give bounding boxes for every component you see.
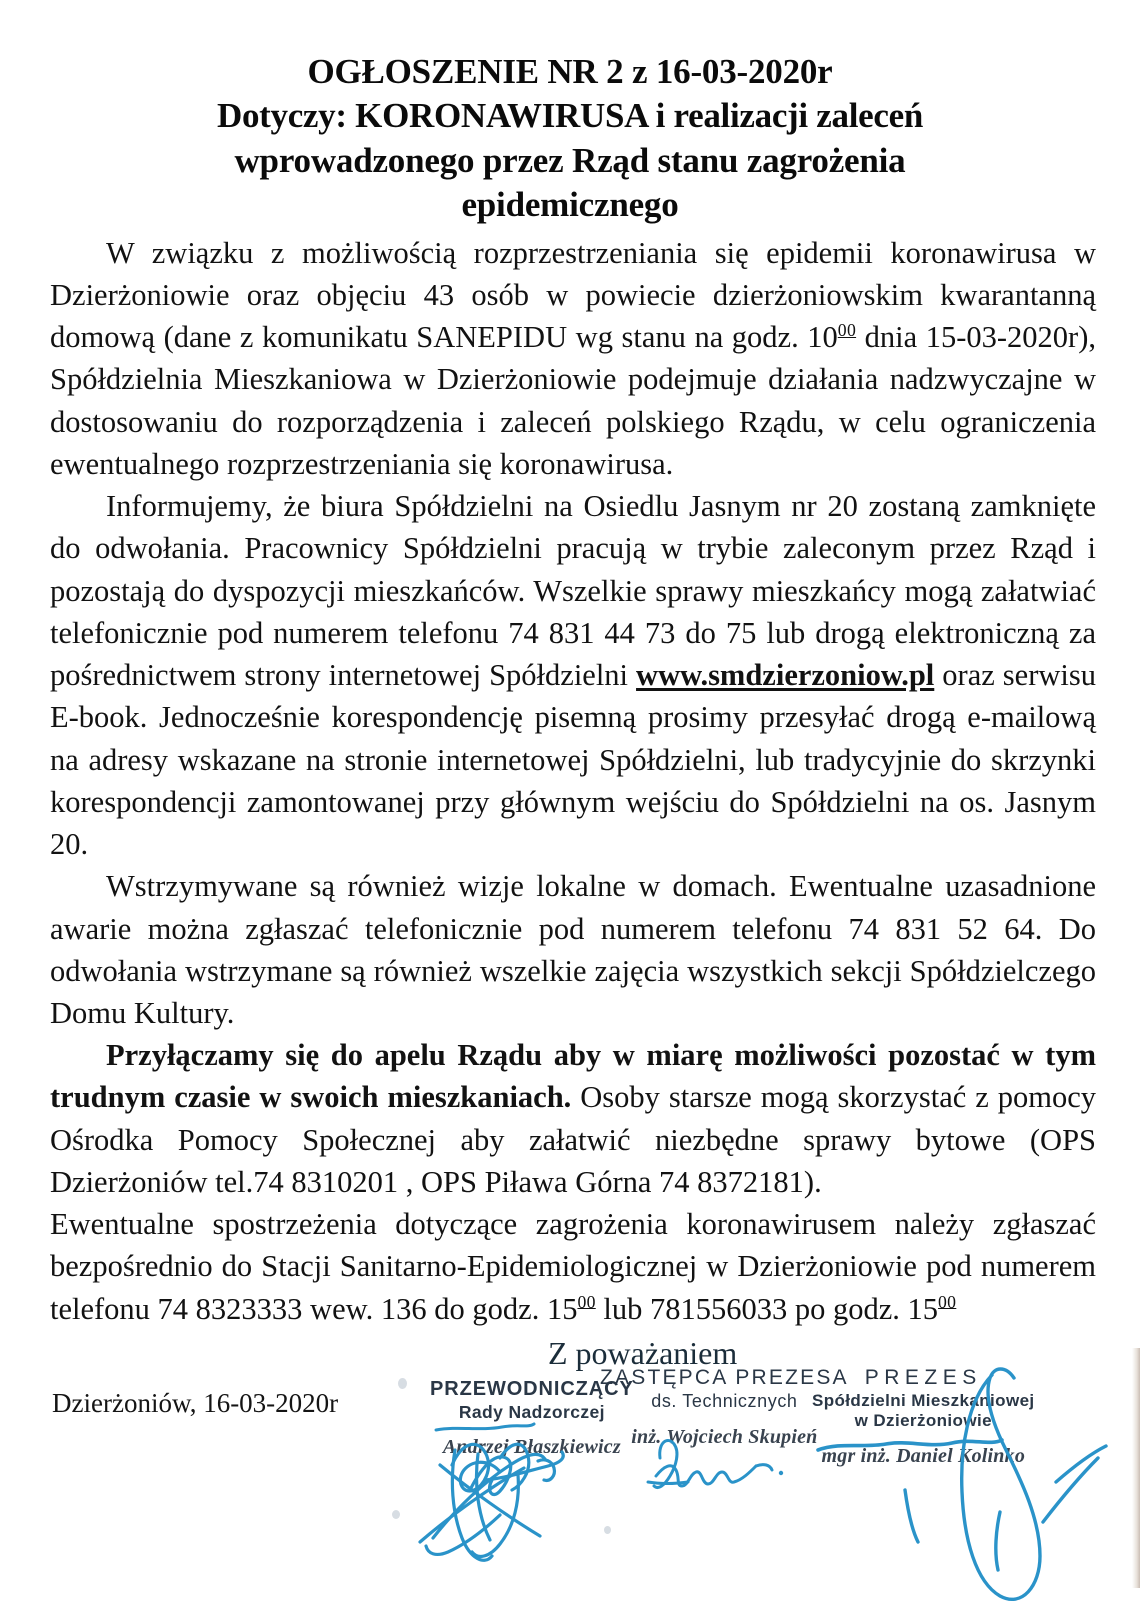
stamp-president [812,1366,1035,1468]
hour-superscript-15-a: 00 [577,1291,596,1312]
paragraph-offices [50,485,1096,865]
document-body [0,228,1140,1330]
stamp-chairman-subtitle: Rady Nadzorczej [458,1401,605,1422]
stamp-deputy-subtitle: ds. Technicznych [651,1390,798,1411]
signature-footer [0,1330,1140,1611]
scan-speck [392,1510,400,1519]
cooperative-website-link[interactable]: www.smdzierzoniow.pl [636,658,935,693]
paragraph-sanepid [50,1203,1096,1330]
hour-superscript-10: 00 [837,320,857,341]
scan-edge-shadow [1132,1348,1140,1588]
stamp-deputy-name: inż. Wojciech Skupień [631,1426,818,1448]
signature-chairman [420,1444,563,1560]
stamp-president-name: mgr inż. Daniel Kolinko [821,1444,1026,1467]
paragraph-sanepid-text-b: lub 781556033 po godz. 15 [595,1291,939,1326]
paragraph-appeal [50,1034,1096,1203]
title-line-1: OGŁOSZENIE NR 2 z 16-03-2020r [307,52,833,91]
stamp-chairman-name: Andrzej Błaszkiewicz [442,1436,621,1459]
stamp-president-subtitle: Spółdzielni Mieszkaniowej [812,1390,1035,1410]
paragraph-appeal-rest: Osoby starsze mogą skorzystać z pomocy Ośrodka Pomocy Społecznej aby załatwić niezbędne sprawy bytowe (OPS Dzierżoniów tel.74 8310201 , OPS Piława Górna 74 8372181). [50,1080,1096,1199]
closing-salutation: Z poważaniem [548,1335,738,1371]
scan-speck [398,1378,407,1389]
title-line-4: epidemicznego [461,185,679,225]
stamp-president-title: PREZES [864,1366,982,1389]
page-title [0,0,1140,228]
place-and-date: Dzierżoniów, 16-03-2020r [52,1388,339,1418]
stamp-president-city: w Dzierżoniowie [854,1410,992,1430]
paragraph-intro-text-b: dnia 15-03-2020r), Spółdzielnia Mieszkaniowa w Dzierżoniowie podejmuje działania nadzwyczajne w dostosowaniu do rozporządzenia i zaleceń polskiego Rządu, w celu ograniczenia ewentualnego rozprzestrzeniania się koronawirusa. [50,320,1096,481]
paragraph-sanepid-text-a: Ewentualne spostrzeżenia dotyczące zagrożenia koronawirusem należy zgłaszać bezpośrednio do Stacji Sanitarno-Epidemiologicznej w Dzierżoniowie pod numerem telefonu 74 8323333 wew. 136 do godz. 15 [50,1207,1096,1326]
scan-speck [604,1526,611,1534]
title-line-2: Dotyczy: KORONAWIRUSA i realizacji zaleceń [216,96,924,136]
stamp-chairman-title: PRZEWODNICZĄCY [430,1378,634,1400]
stamp-deputy-title: ZASTĘPCA PREZESA [600,1366,849,1389]
title-line-3: wprowadzonego przez Rząd stanu zagrożenia [234,140,906,180]
paragraph-intro-text-a: W związku z możliwością rozprzestrzeniania się epidemii koronawirusa w Dzierżoniowie oraz objęciu 43 osób w powiecie dzierżoniowskim kwarantanną domową (dane z komunikatu SANEPIDU wg stanu na godz. 10 [50,235,1096,355]
paragraph-intro [50,232,1096,485]
paragraph-offices-text-b: oraz serwisu E-book. Jednocześnie korespondencję pisemną prosimy przesyłać drogą e-mailową na adresy wskazane na stronie internetowej Spółdzielni, lub tradycyjnie do skrzynki korespondencji zamontowanej przy głównym wejściu do Spółdzielni na os. Jasnym 20. [50,658,1096,862]
paragraph-inspections: Wstrzymywane są również wizje lokalne w domach. Ewentualne uzasadnione awarie można zgłaszać telefonicznie pod numerem telefonu 74 831 52 64. Do odwołania wstrzymane są również wszelkie zajęcia wszystkich sekcji Spółdzielczego Domu Kultury. [50,869,1096,1030]
hour-superscript-15-b: 00 [938,1291,957,1312]
paragraph-appeal-bold: Przyłączamy się do apelu Rządu aby w miarę możliwości pozostać w tym trudnym czasie w swoich mieszkaniach. [50,1038,1096,1115]
paragraph-offices-text-a: Informujemy, że biura Spółdzielni na Osiedlu Jasnym nr 20 zostaną zamknięte do odwołania. Pracownicy Spółdzielni pracują w trybie zaleconym przez Rząd i pozostają do dyspozycji mieszkańców. Wszelkie sprawy mieszkańcy mogą załatwiać telefonicznie pod numerem telefonu 74 831 44 73 do 75 lub drogą elektroniczną za pośrednictwem strony internetowej Spółdzielni [50,489,1096,693]
